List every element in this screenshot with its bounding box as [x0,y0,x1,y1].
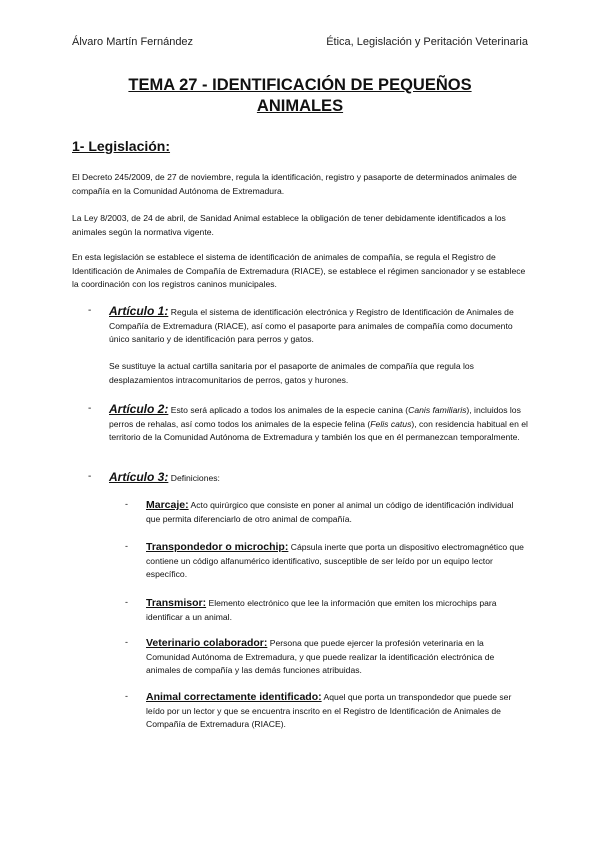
article-1 [88,305,528,347]
definition-animal-identificado [125,691,530,732]
list-bullet: - [125,499,128,509]
species-cat: Felis catus [370,418,412,429]
article-2-text-b: ), incluidos los perros de rehalas, así como todos los animales de la especie felina ( [109,405,521,429]
header-course: Ética, Legislación y Peritación Veterinaria [326,36,528,48]
list-bullet: - [125,637,128,647]
article-2-text-c: ), con residencia habitual en el territorio de la Comunidad Autónoma de Extremadura y también los que en él permanezcan temporalmente. [109,418,528,442]
definition-veterinario-text: Persona que puede ejercer la profesión veterinaria en la Comunidad Autónoma de Extremadura, y que puede realizar la identificación electrónica de animales de compañía y las demás funciones atribuidas. [146,638,495,675]
title-line-2: ANIMALES [256,97,344,115]
article-1-extra-text: Se sustituye la actual cartilla sanitaria por el pasaporte de animales de compañía que regula los desplazamientos intracomunitarios de perros, gatos y hurones. [109,361,474,385]
list-bullet: - [125,597,128,607]
article-3 [88,471,528,486]
list-bullet: - [125,691,128,701]
article-1-text: Regula el sistema de identificación electrónica y Registro de Identificación de Animales de Compañía de Extremadura (RIACE), así como el pasaporte para animales de compañía como documento único sanitario y de identificación para perros y gatos. [109,307,514,344]
definition-animal-identificado-name: Animal correctamente identificado: [146,691,322,703]
paragraph-legislacion: En esta legislación se establece el sistema de identificación de animales de compañía, se regula el Registro de Identificación de Animales de Compañía de Extremadura (RIACE), se establece el régimen sancionador y se establece la coordinación con los registros caninos municipales. [72,252,526,289]
list-bullet: - [88,471,92,482]
article-1-extra [88,360,528,387]
definition-veterinario [125,637,530,678]
article-3-name: Artículo 3: [109,470,169,484]
list-bullet: - [125,541,128,551]
header-author: Álvaro Martín Fernández [72,36,194,48]
definition-animal-identificado-text: Aquel que porta un transpondedor que puede ser leído por un lector y que se encuentra inscrito en el Registro de Identificación de Animales de Compañía de Extremadura (RIACE). [146,692,512,729]
list-bullet: - [88,305,92,316]
document-title [0,75,600,117]
definition-marcaje [125,499,530,526]
definition-transpondedor [125,541,530,582]
article-1-name: Artículo 1: [109,304,169,318]
definition-marcaje-text: Acto quirúrgico que consiste en poner al animal un código de identificación individual que permita diferenciarlo de otro animal de compañía. [146,500,514,524]
definition-transpondedor-text: Cápsula inerte que porta un dispositivo electromagnético que contiene un código alfanumérico identificativo, susceptible de ser leído por un equipo lector específico. [146,542,524,579]
definition-transpondedor-name: Transpondedor o microchip: [146,541,289,553]
paragraph-ley: La Ley 8/2003, de 24 de abril, de Sanidad Animal establece la obligación de tener debidamente identificados a los animales según la normativa vigente. [72,213,506,237]
species-dog: Canis familiaris [408,405,467,415]
definition-marcaje-name: Marcaje: [146,499,189,511]
article-3-text: Definiciones: [168,473,220,483]
article-2-name: Artículo 2: [109,402,169,416]
definition-transmisor-text: Elemento electrónico que lee la información que emiten los microchips para identificar a un animal. [146,598,497,622]
list-bullet: - [88,403,92,414]
paragraph-decreto: El Decreto 245/2009, de 27 de noviembre, regula la identificación, registro y pasaporte de determinados animales de compañía en la Comunidad Autónoma de Extremadura. [72,172,517,196]
definition-transmisor-name: Transmisor: [146,597,207,609]
definition-transmisor [125,597,530,624]
article-2-text-a: Esto será aplicado a todos los animales de la especie canina ( [168,405,409,415]
article-2 [88,403,528,445]
definition-veterinario-name: Veterinario colaborador: [146,637,268,649]
section-title: 1- Legislación: [72,138,171,154]
title-line-1: TEMA 27 - IDENTIFICACIÓN DE PEQUEÑOS [128,76,472,94]
